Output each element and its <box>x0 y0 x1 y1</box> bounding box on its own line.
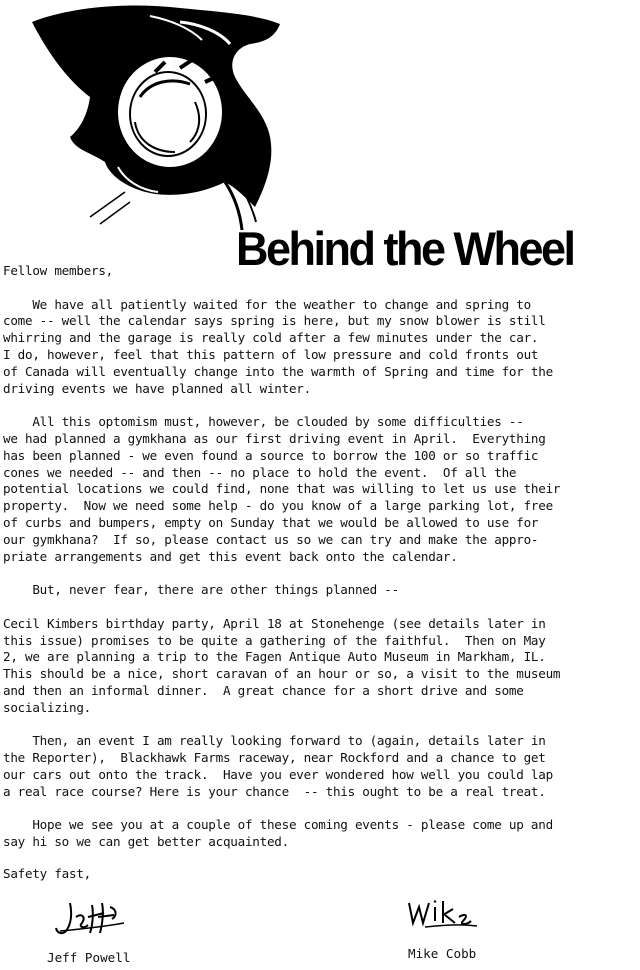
printed-name-mike: Mike Cobb <box>408 946 477 961</box>
paragraph-1-line: driving events we have planned all winter. <box>3 380 311 396</box>
printed-name-jeff: Jeff Powell <box>47 950 131 965</box>
paragraph-2-line: our gymkhana? If so, please contact us so we can try and make the appro- <box>3 531 539 547</box>
paragraph-4-line: 2, we are planning a trip to the Fagen Antique Auto Museum in Markham, IL. <box>3 649 546 665</box>
paragraph-5-line: our cars out onto the track. Have you ever wondered how well you could lap <box>3 766 553 782</box>
paragraph-1-line: We have all patiently waited for the weather to change and spring to <box>3 296 531 312</box>
paragraph-2-line: cones we needed -- and then -- no place to hold the event. Of all the <box>3 464 517 480</box>
letter-body <box>3 263 638 851</box>
paragraph-gap <box>3 599 638 616</box>
paragraph-gap <box>3 801 638 818</box>
paragraph-3-line: But, never fear, there are other things planned -- <box>3 582 399 598</box>
paragraph-4-line: socializing. <box>3 699 91 715</box>
paragraph-2-line: potential locations we could find, none that was willing to let us use their <box>3 481 561 497</box>
paragraph-4-line: Cecil Kimbers birthday party, April 18 at Stonehenge (see details later in <box>3 615 546 631</box>
paragraph-gap <box>3 397 638 414</box>
closing-line: Safety fast, <box>3 866 91 881</box>
paragraph-6-line: say hi so we can get better acquainted. <box>3 834 289 850</box>
paragraph-2-line: we had planned a gymkhana as our first driving event in April. Everything <box>3 430 546 446</box>
paragraph-1-line: I do, however, feel that this pattern of low pressure and cold fronts out <box>3 346 539 362</box>
greeting: Fellow members, <box>3 263 113 278</box>
paragraph-1-line: come -- well the calendar says spring is here, but my snow blower is still <box>3 313 546 329</box>
signature-jeff <box>52 895 132 940</box>
steering-wheel-illustration <box>30 2 290 232</box>
paragraph-4-line: and then an informal dinner. A great chance for a short drive and some <box>3 682 524 698</box>
signature-mike <box>405 893 485 933</box>
letter-closing <box>3 866 638 883</box>
paragraph-2-line: of curbs and bumpers, empty on Sunday that we would be allowed to use for <box>3 514 539 530</box>
paragraph-2-line: priate arrangements and get this event back onto the calendar. <box>3 548 458 564</box>
paragraph-2-line: has been planned - we even found a source to borrow the 100 or so traffic <box>3 447 539 463</box>
paragraph-2-line: All this optomism must, however, be clouded by some difficulties -- <box>3 414 524 430</box>
paragraph-5-line: Then, an event I am really looking forward to (again, details later in <box>3 733 546 749</box>
paragraph-6-line: Hope we see you at a couple of these coming events - please come up and <box>3 817 553 833</box>
paragraph-4-line: this issue) promises to be quite a gathering of the faithful. Then on May <box>3 632 546 648</box>
paragraph-4-line: This should be a nice, short caravan of an hour or so, a visit to the museum <box>3 666 561 682</box>
paragraph-5-line: the Reporter), Blackhawk Farms raceway, near Rockford and a chance to get <box>3 750 546 766</box>
paragraph-1-line: of Canada will eventually change into the warmth of Spring and time for the <box>3 363 553 379</box>
paragraph-2-line: property. Now we need some help - do you know of a large parking lot, free <box>3 498 553 514</box>
paragraph-gap <box>3 565 638 582</box>
paragraph-gap <box>3 280 638 297</box>
masthead-title: Behind the Wheel <box>236 222 574 276</box>
paragraph-1-line: whirring and the garage is really cold after a few minutes under the car. <box>3 330 539 346</box>
paragraph-5-line: a real race course? Here is your chance -- this ought to be a real treat. <box>3 783 546 799</box>
paragraph-gap <box>3 717 638 734</box>
